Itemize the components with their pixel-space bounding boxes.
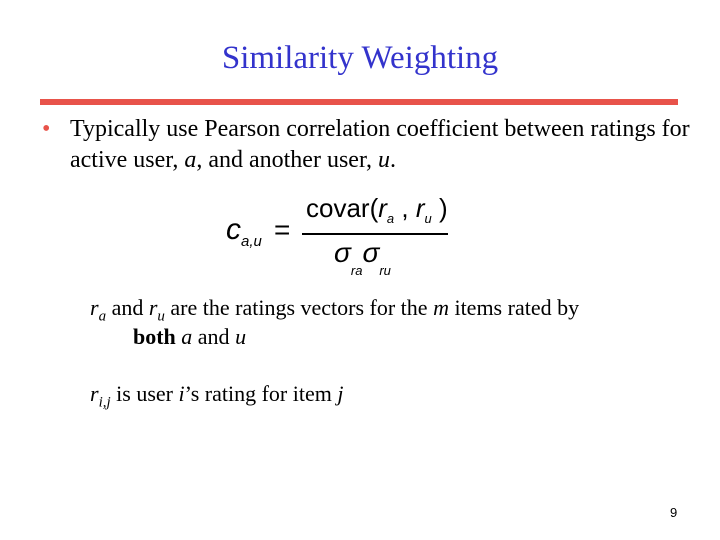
note-r-sub: a xyxy=(98,308,107,325)
note-text: ’s rating for item xyxy=(184,381,338,406)
bullet-text xyxy=(70,114,700,176)
note-var-j: j xyxy=(337,381,344,406)
note-text: items rated by xyxy=(448,295,580,320)
page-number: 9 xyxy=(670,505,678,520)
note-var-u: u xyxy=(235,324,247,349)
note-r-sub: i,j xyxy=(98,394,111,411)
formula-denominator xyxy=(334,237,391,278)
sigma-sub-ra: ra xyxy=(350,262,363,278)
formula-r-a-sub: a xyxy=(386,211,395,227)
note-text: is user xyxy=(110,381,179,406)
note-r: r xyxy=(148,295,158,320)
formula-lhs-sub: a,u xyxy=(241,233,262,250)
sigma-symbol: σ xyxy=(334,237,351,268)
fraction-bar xyxy=(302,233,448,235)
formula-comma: , xyxy=(394,193,416,223)
slide-title: Similarity Weighting xyxy=(221,40,499,76)
formula-equals: = xyxy=(274,214,291,245)
note-var-a: a xyxy=(181,324,193,349)
sigma-symbol: σ xyxy=(362,237,380,268)
formula-lhs xyxy=(226,213,262,250)
formula-covar: covar( xyxy=(306,193,379,223)
note-text: are the ratings vectors for the xyxy=(164,295,434,320)
title-divider xyxy=(40,99,678,105)
note-ratings-vectors-cont xyxy=(133,323,246,351)
bullet-var-a: a xyxy=(184,147,197,173)
formula-r-u: r xyxy=(415,193,425,223)
bullet-text-part: Typically use Pearson correlation coefficient between ratings for active user, xyxy=(70,116,690,173)
note-r: r xyxy=(90,381,99,406)
bullet-text-part: , and another user, xyxy=(196,147,378,173)
note-both: both xyxy=(133,324,176,349)
note-var-i: i xyxy=(178,381,185,406)
note-r-sub: u xyxy=(157,308,165,325)
note-text: and xyxy=(192,324,236,349)
formula-numerator xyxy=(306,193,448,226)
note-var-m: m xyxy=(433,295,449,320)
formula-close-paren: ) xyxy=(431,193,448,223)
formula-lhs-var: c xyxy=(226,213,241,246)
pearson-formula xyxy=(226,193,466,283)
note-r: r xyxy=(90,295,99,320)
formula-r-a: r xyxy=(378,193,387,223)
bullet-text-part: . xyxy=(389,147,396,173)
note-text: and xyxy=(106,295,149,320)
bullet-var-u: u xyxy=(377,147,390,173)
formula-r-u-sub: u xyxy=(424,211,432,227)
note-rating-definition xyxy=(90,380,343,416)
sigma-sub-ru: ru xyxy=(379,262,391,278)
bullet-icon: • xyxy=(42,116,51,142)
